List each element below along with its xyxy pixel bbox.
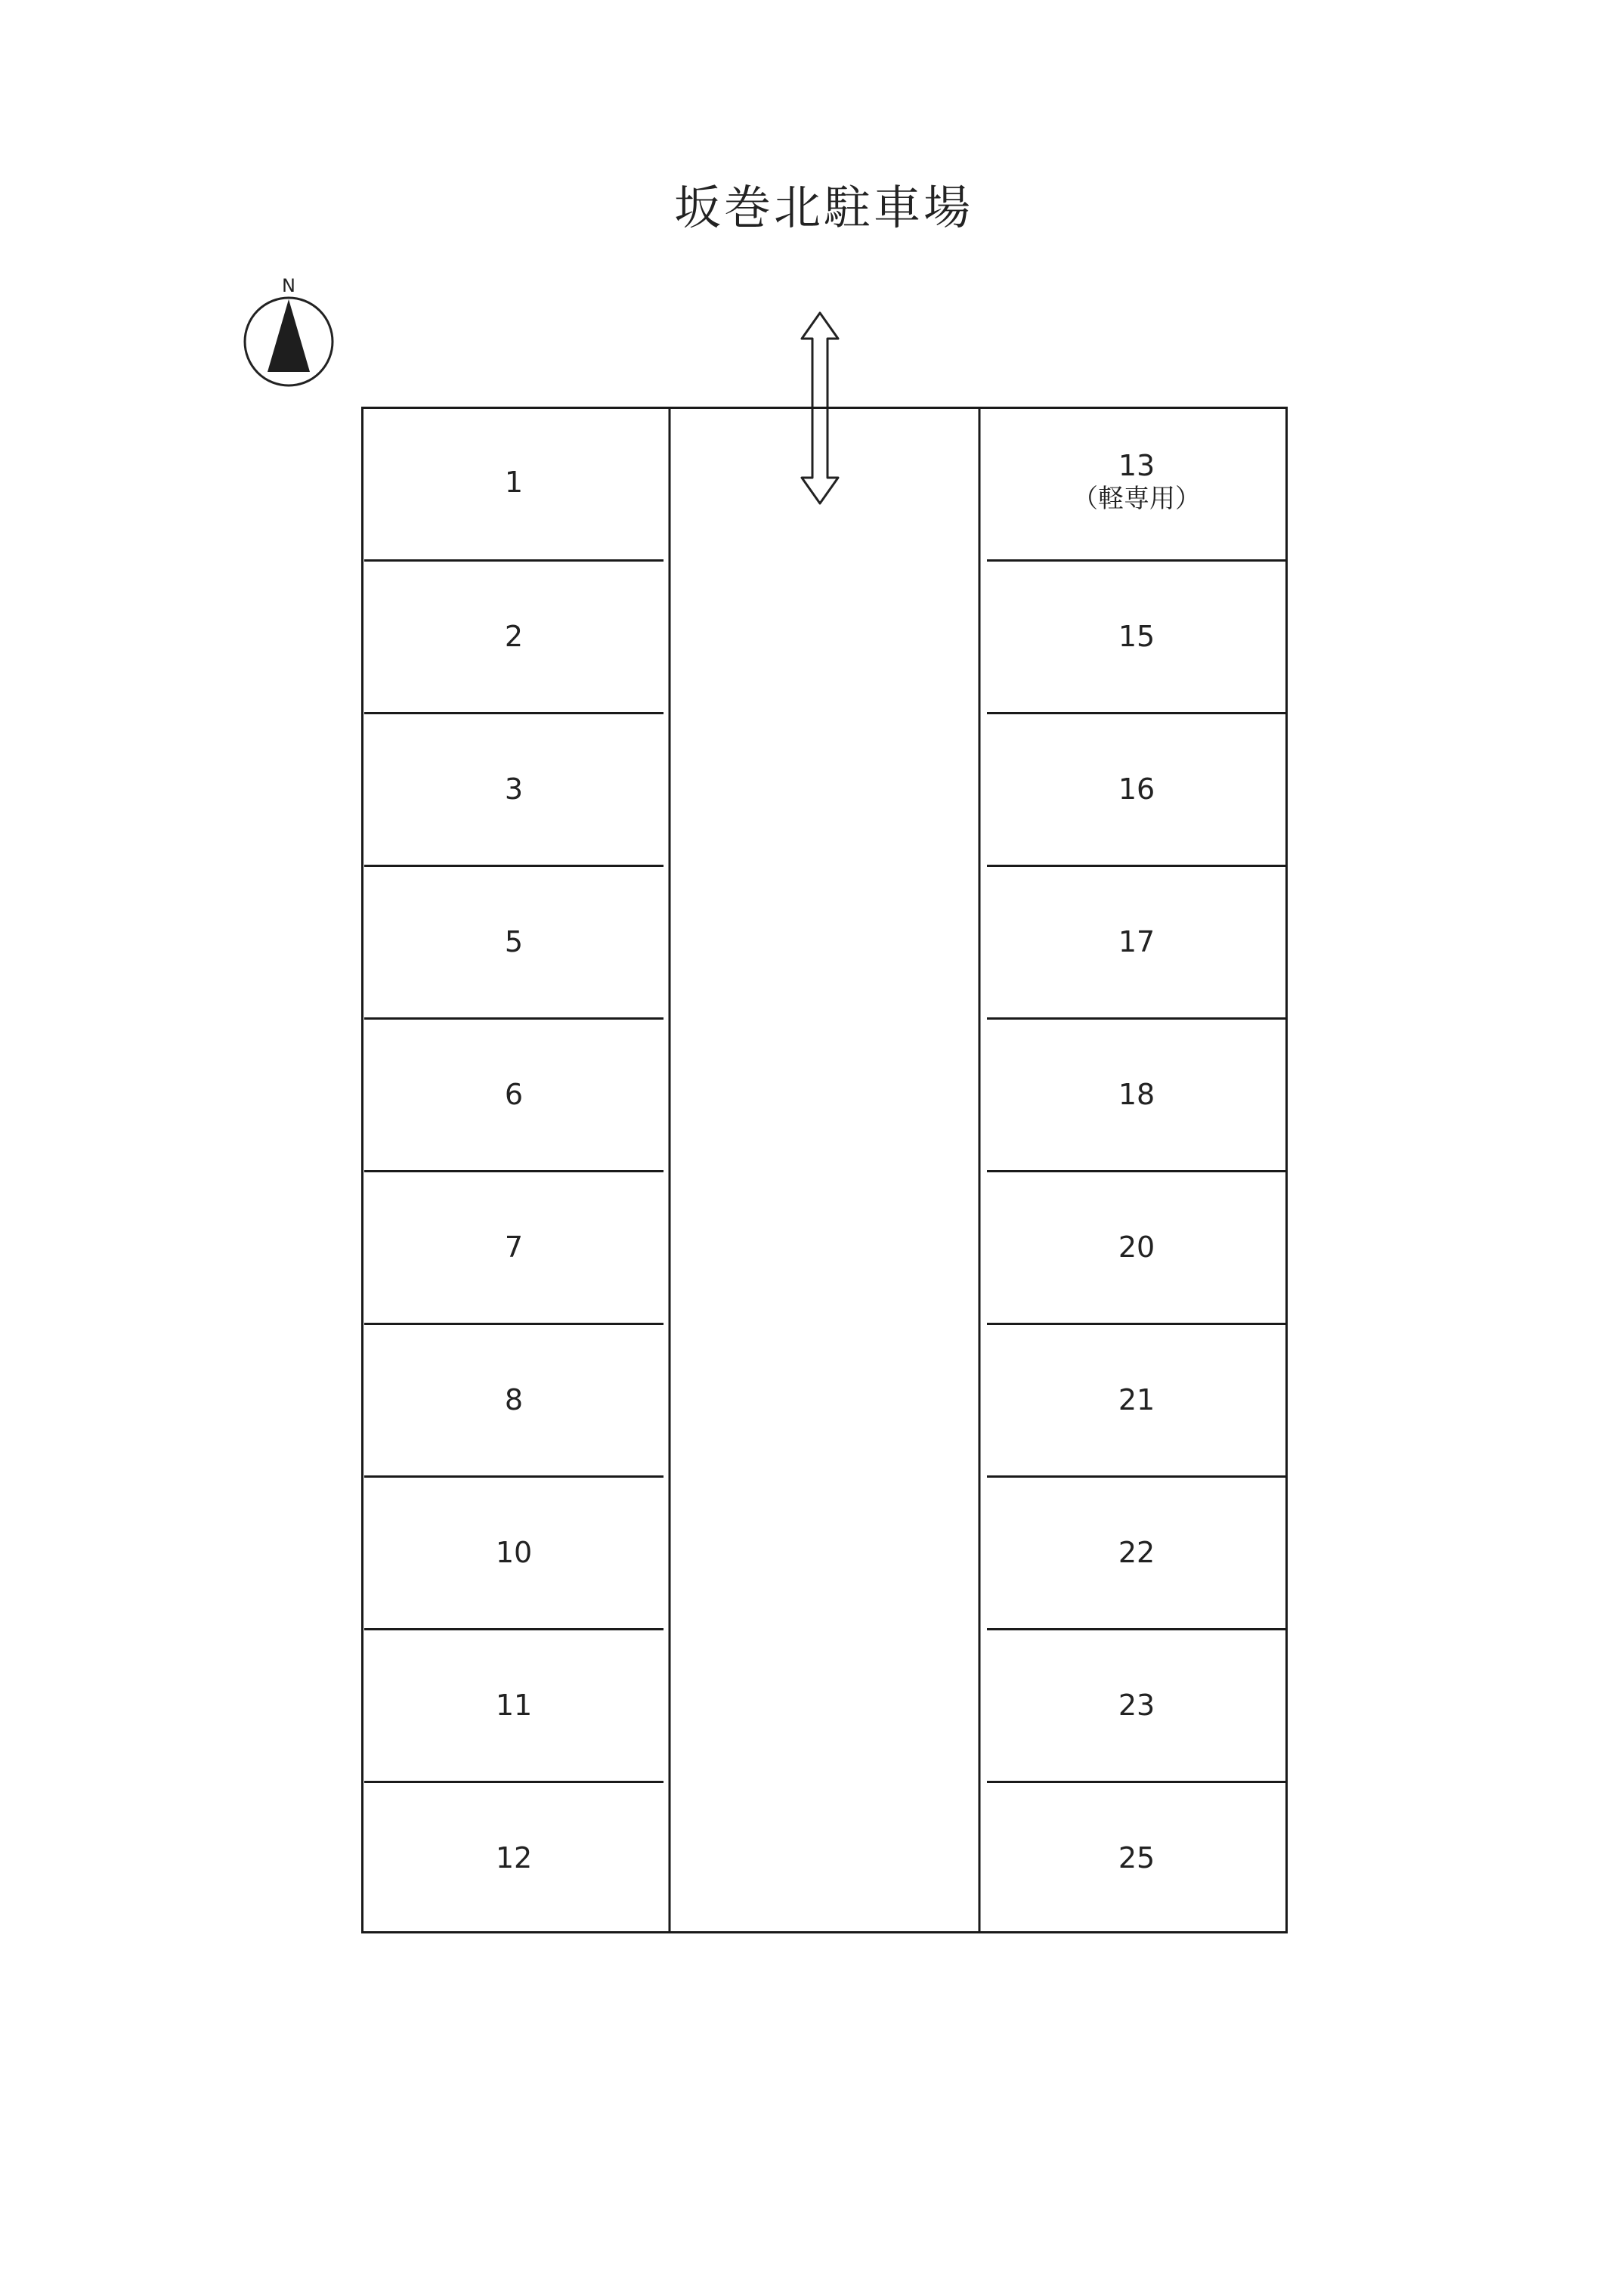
space-number: 16	[1118, 772, 1155, 806]
space-number: 6	[504, 1077, 524, 1111]
space-number: 17	[1118, 924, 1155, 958]
parking-space	[364, 1628, 664, 1779]
parking-space	[364, 1781, 664, 1932]
parking-space	[987, 407, 1286, 558]
right-row	[985, 407, 1288, 1933]
space-number: 18	[1118, 1077, 1155, 1111]
parking-space	[364, 1475, 664, 1627]
space-number: 20	[1118, 1230, 1155, 1264]
space-number: 7	[504, 1230, 524, 1264]
space-number: 12	[495, 1840, 533, 1875]
space-number: 23	[1118, 1688, 1155, 1722]
parking-space	[987, 1628, 1286, 1779]
parking-space	[987, 1475, 1286, 1627]
space-number: 3	[504, 772, 524, 806]
parking-space	[987, 865, 1286, 1016]
space-number: 15	[1118, 619, 1155, 653]
parking-space	[987, 1017, 1286, 1169]
parking-space	[364, 1017, 664, 1169]
parking-lot	[361, 407, 1288, 1933]
parking-space	[987, 712, 1286, 863]
parking-space	[364, 559, 664, 710]
parking-space	[364, 712, 664, 863]
page-title: 坂巻北駐車場	[673, 180, 973, 235]
space-number: 21	[1118, 1382, 1155, 1416]
space-number: 25	[1118, 1840, 1155, 1875]
left-row	[361, 407, 664, 1933]
space-number: 8	[504, 1382, 524, 1416]
north-arrow-icon	[242, 272, 336, 393]
space-number: 5	[504, 924, 524, 958]
parking-space	[987, 1323, 1286, 1474]
space-number: 10	[495, 1535, 533, 1569]
space-number: 22	[1118, 1535, 1155, 1569]
space-number: 2	[504, 619, 524, 653]
parking-space	[987, 1781, 1286, 1932]
parking-space	[987, 559, 1286, 710]
compass-label: N	[282, 275, 295, 296]
space-note: （軽専用）	[1072, 484, 1201, 514]
space-number: 1	[504, 466, 524, 499]
parking-space	[364, 1170, 664, 1321]
space-number: 13	[1118, 449, 1155, 482]
parking-space	[987, 1170, 1286, 1321]
parking-space	[364, 407, 664, 558]
parking-space	[364, 865, 664, 1016]
space-number: 11	[495, 1688, 533, 1722]
parking-space	[364, 1323, 664, 1474]
